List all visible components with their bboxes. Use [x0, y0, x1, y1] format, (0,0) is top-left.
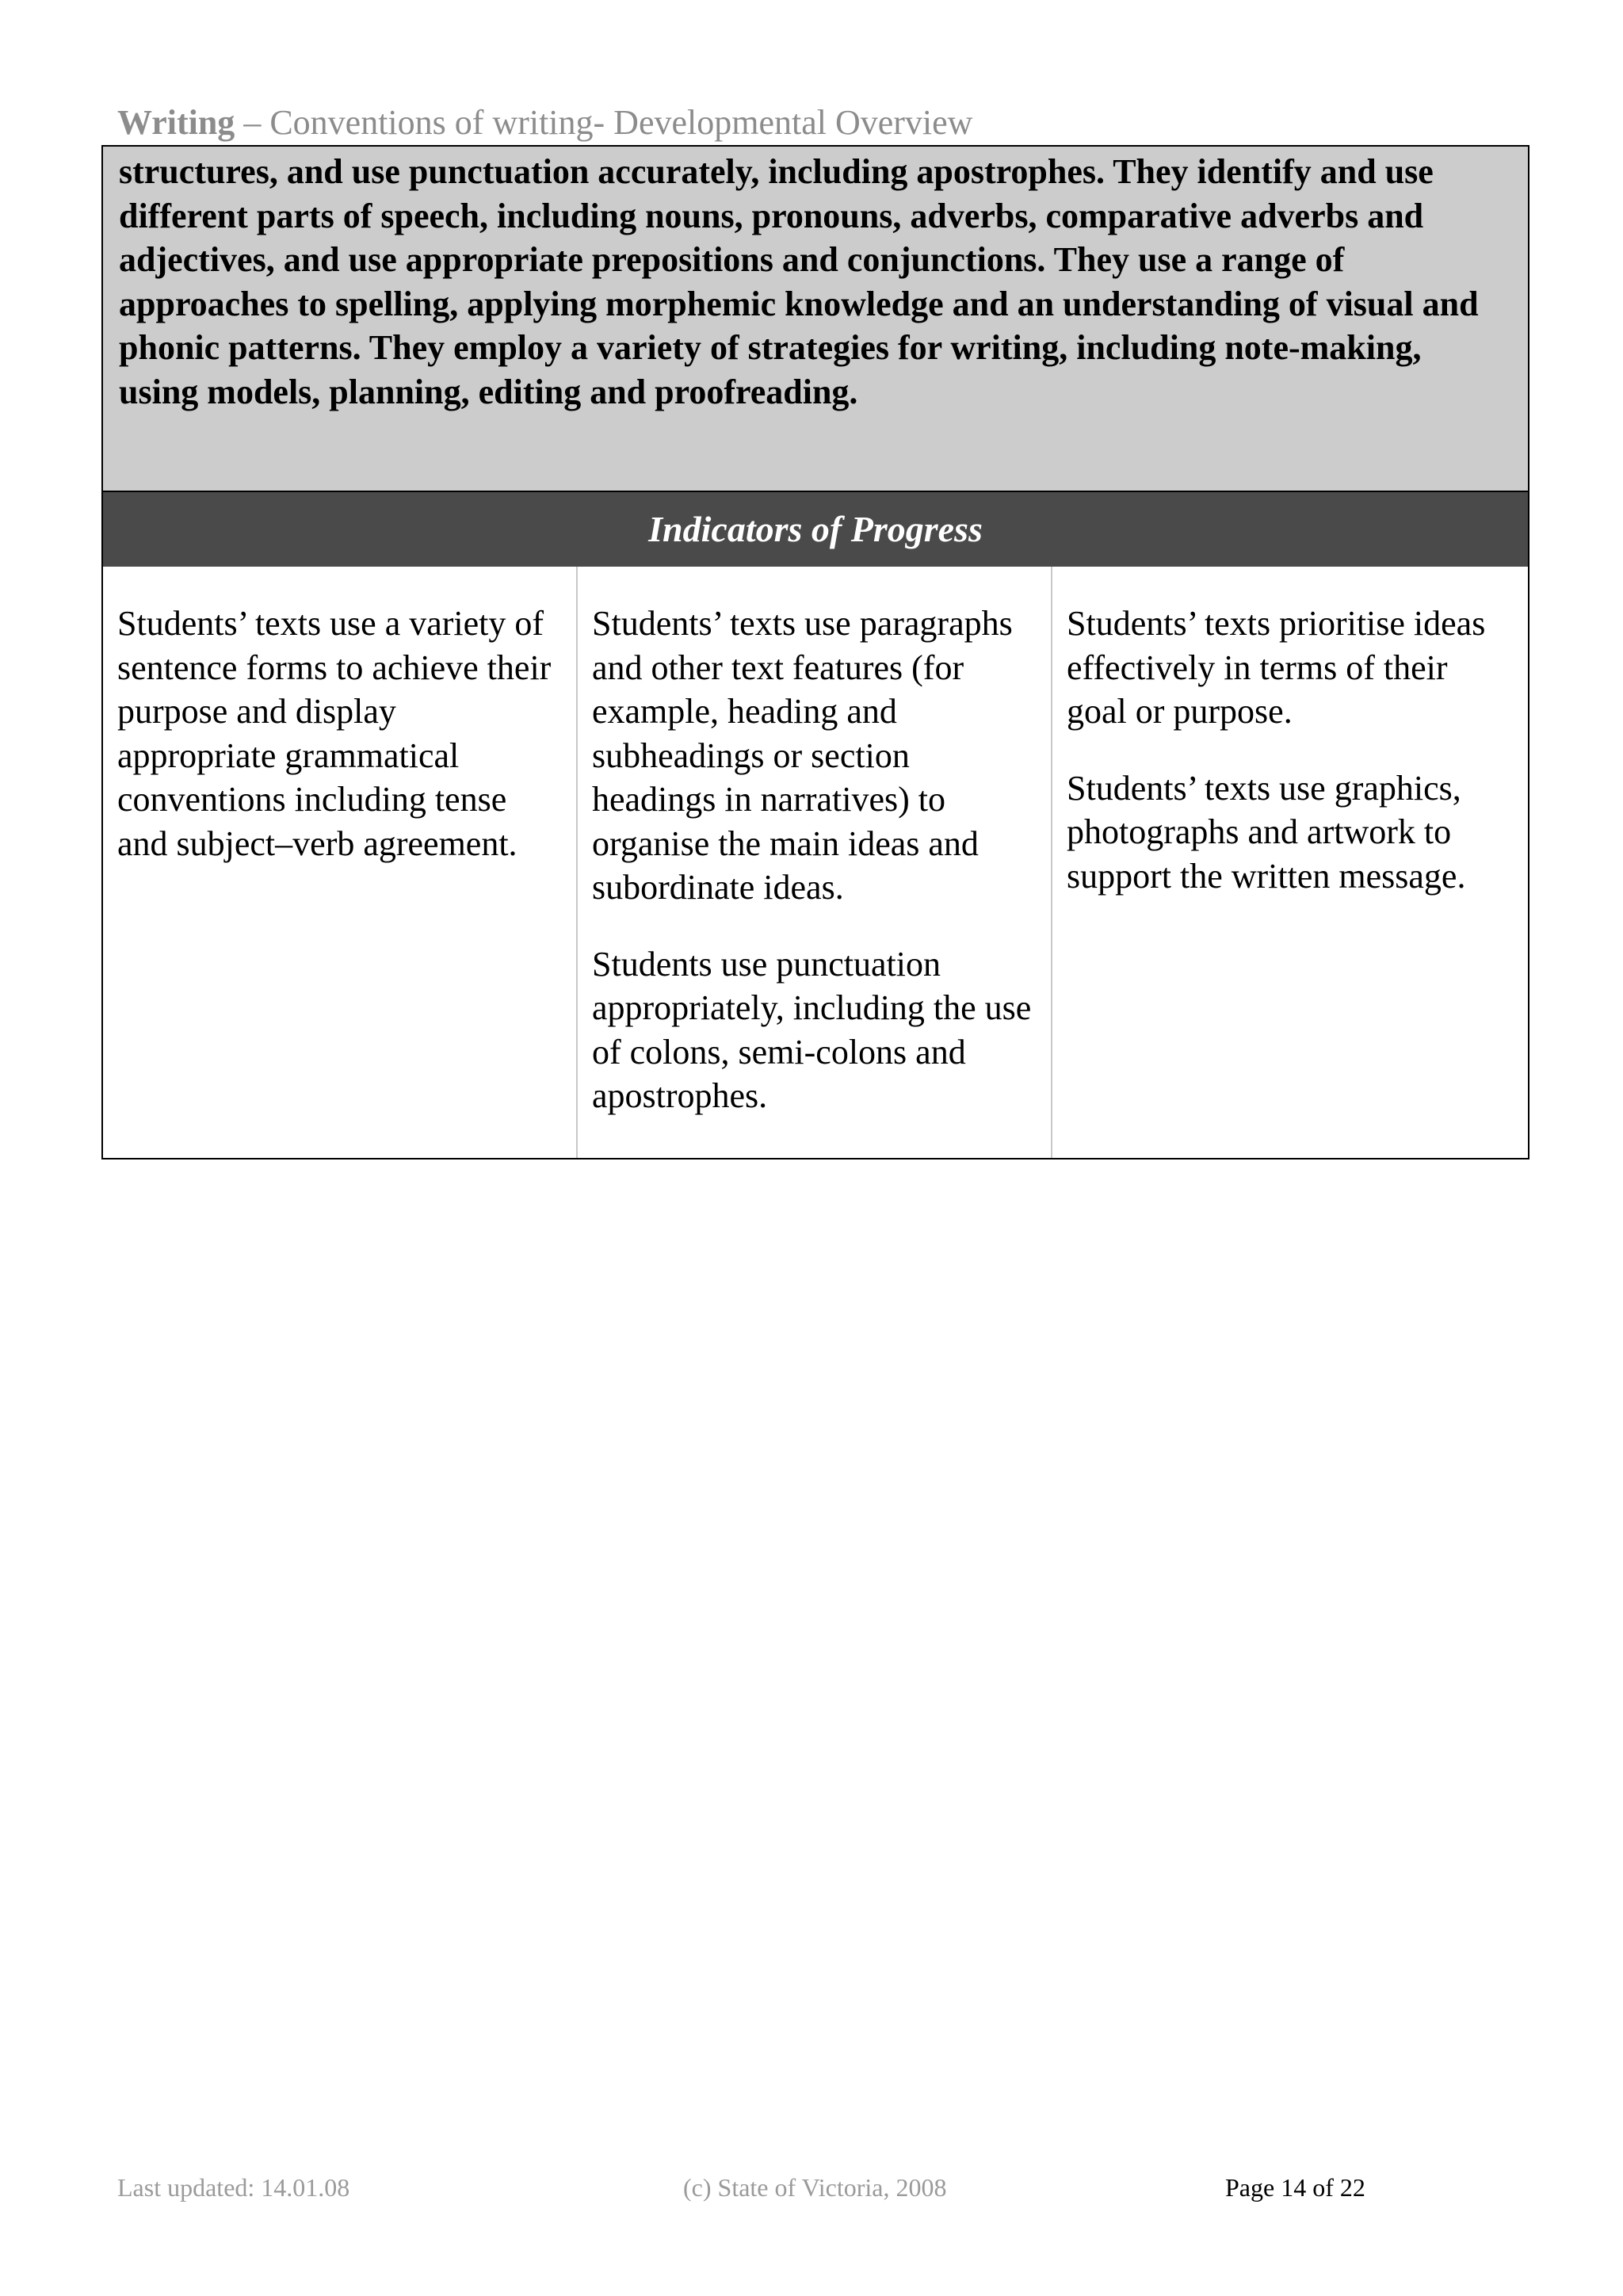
indicator-column-2	[578, 567, 1052, 1158]
page-header	[117, 101, 972, 145]
footer-copyright: (c) State of Victoria, 2008	[683, 2173, 947, 2202]
indicators-columns	[103, 567, 1528, 1158]
indicator-paragraph: Students’ texts prioritise ideas effectively in terms of their goal or purpose.	[1067, 604, 1486, 731]
footer-page-number: Page 14 of 22	[1225, 2173, 1365, 2202]
developmental-overview-table	[101, 145, 1529, 1159]
indicator-column-3	[1052, 567, 1528, 1158]
indicator-paragraph: Students’ texts use paragraphs and other text features (for example, heading and subheadings or section headings in narratives) to organise the main ideas and subordinate ideas.	[592, 604, 1013, 907]
indicators-title: Indicators of Progress	[648, 509, 983, 549]
overview-text: structures, and use punctuation accurately, including apostrophes. They identify and use different parts of speech, including nouns, pronouns, adverbs, comparative adverbs and adjectives, and use appropriate prepositions and conjunctions. They use a range of approaches to spelling, applying morphemic knowledge and an understanding of visual and phonic patterns. They employ a variety of strategies for writing, including note-making, using models, planning, editing and proofreading.	[119, 152, 1479, 411]
indicator-paragraph: Students’ texts use a variety of sentence forms to achieve their purpose and display appropriate grammatical conventions including tense and subject–verb agreement.	[117, 604, 552, 863]
overview-block	[103, 147, 1528, 491]
indicator-paragraph: Students’ texts use graphics, photographs and artwork to support the written message.	[1067, 768, 1466, 896]
indicator-paragraph: Students use punctuation appropriately, including the use of colons, semi-colons and apostrophes.	[592, 944, 1032, 1115]
indicator-column-1	[103, 567, 578, 1158]
footer-last-updated: Last updated: 14.01.08	[117, 2173, 350, 2202]
header-title: – Conventions of writing- Developmental Overview	[235, 103, 973, 142]
indicators-header	[103, 491, 1528, 567]
header-subject: Writing	[117, 103, 235, 142]
